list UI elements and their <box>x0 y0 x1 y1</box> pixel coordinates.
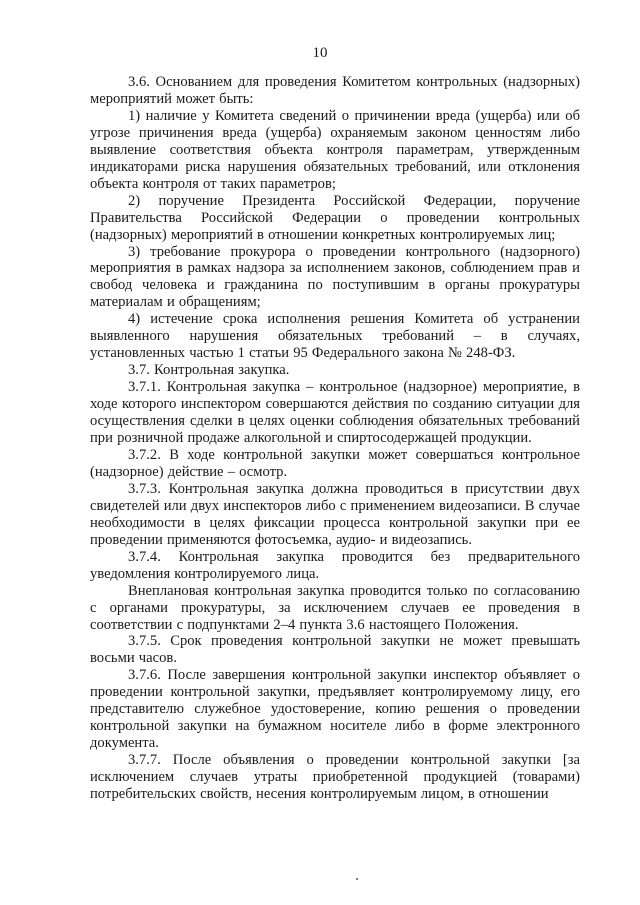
paragraph: 3.7.3. Контрольная закупка должна проводиться в присутствии двух свидетелей или двух инспекторов либо с применением видеозаписи. В случае необходимости в целях фиксации процесса контрольной закупки при ее проведении применяются фотосъемка, аудио- и видеозапись. <box>90 480 580 548</box>
paragraph: Внеплановая контрольная закупка проводится только по согласованию с органами прокуратуры, за исключением случаев ее проведения в соответствии с подпунктами 2–4 пункта 3.6 настоящего Положения. <box>90 582 580 633</box>
paragraph: 2) поручение Президента Российской Федерации, поручение Правительства Российской Федерации о проведении контрольных (надзорных) мероприятий в отношении конкретных контролируемых лиц; <box>90 192 580 243</box>
page-number: 10 <box>312 45 328 61</box>
paragraph: 3.7.6. После завершения контрольной закупки инспектор объявляет о проведении контрольной закупки, предъявляет контролируемому лицу, его представителю служебное удостоверение, копию решения о проведении контрольной закупки на бумажном носителе либо в форме электронного документа. <box>90 667 580 752</box>
paragraph: 3.7.7. После объявления о проведении контрольной закупки [за исключением случаев утраты приобретенной продукцией (товарами) потребительских свойств, несения контролируемым лицом, в отношении <box>90 752 580 803</box>
paragraph: 3) требование прокурора о проведении контрольного (надзорного) мероприятия в рамках надзора за исполнением законов, соблюдением прав и свобод человека и гражданина по поступившим в органы прокуратуры материалам и обращениям; <box>90 243 580 311</box>
document-body <box>90 74 580 803</box>
paragraph: 3.7.4. Контрольная закупка проводится без предварительного уведомления контролируемого лица. <box>90 548 580 582</box>
scan-speck <box>356 878 358 880</box>
paragraph: 3.7.2. В ходе контрольной закупки может совершаться контрольное (надзорное) действие – осмотр. <box>90 446 580 480</box>
paragraph: 3.6. Основанием для проведения Комитетом контрольных (надзорных) мероприятий может быть: <box>90 74 580 107</box>
paragraph: 1) наличие у Комитета сведений о причинении вреда (ущерба) или об угрозе причинения вреда (ущерба) охраняемым законом ценностям либо выявление соответствия объекта контроля параметрам, утвержденным индикаторами риска нарушения обязательных требований, или отклонения объекта контроля от таких параметров; <box>90 107 580 192</box>
paragraph: 3.7.1. Контрольная закупка – контрольное (надзорное) мероприятие, в ходе которого инспектором совершаются действия по созданию ситуации для осуществления сделки в целях оценки соблюдения обязательных требований при розничной продаже алкогольной и спиртосодержащей продукции. <box>90 379 580 447</box>
paragraph: 4) истечение срока исполнения решения Комитета об устранении выявленного нарушения обязательных требований – в случаях, установленных частью 1 статьи 95 Федерального закона № 248-ФЗ. <box>90 311 580 362</box>
paragraph: 3.7. Контрольная закупка. <box>128 362 290 379</box>
paragraph: 3.7.5. Срок проведения контрольной закупки не может превышать восьми часов. <box>90 633 580 667</box>
